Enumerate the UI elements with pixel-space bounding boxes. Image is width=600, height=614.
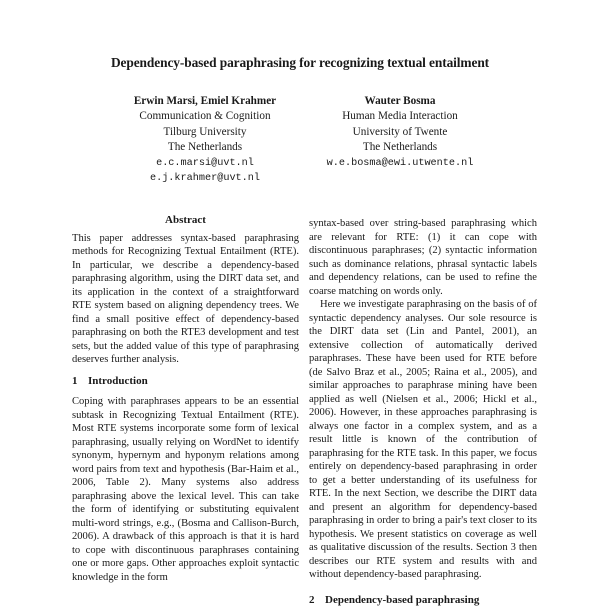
- author-email: e.j.krahmer@uvt.nl: [149, 173, 261, 185]
- paper-title: Dependency-based paraphrasing for recognizing textual entailment: [110, 55, 490, 70]
- body-paragraph: Here we investigate paraphrasing on the basis of of syntactic dependency analyses. Our sole resource is the DIRT data set (Lin and Pantel, 2001), an extensive collection of automatically derived paraphrases. These have been used for RTE before (de Salvo Braz et al., 2005; Raina et al., 2005), and similar approaches to paraphrase mining have been applied as well (Nielsen et al., 2006; Hickl et al., 2006). However, in these approaches paraphrasing is always one factor in a complex system, and as a result little is known of the contribution of paraphrasing for the RTE task. In this paper, we focus entirely on dependency-based paraphrasing in order to get a better understanding of its usefulness for RTE. In the next Section, we describe the DIRT data and present an algorithm for dependency-based paraphrasing in order to bring a pair's text closer to its hypothesis. We present statistics on coverage as well as qualitative discussion of the results. Section 3 then describes our RTE system and results with and without dependency-based paraphrasing.: [309, 299, 538, 580]
- section-heading-introduction: [72, 375, 299, 389]
- abstract-heading: Abstract: [165, 214, 206, 226]
- author-block-right: [305, 94, 495, 171]
- author-country: The Netherlands: [362, 141, 438, 154]
- section-title: Introduction: [88, 374, 148, 387]
- author-block-left: [110, 94, 300, 186]
- author-department: Human Media Interaction: [342, 110, 458, 123]
- author-university: Tilburg University: [163, 125, 247, 138]
- body-paragraph: syntax-based over string-based paraphrasing which are relevant for RTE: (1) it can cope with discontinuous paraphrases; (2) syntactic information such as dominance relations, phrasal syntactic labels and dependency relations, can be used to refine the coarse matching on words only.: [309, 218, 537, 297]
- section-number: 2: [309, 593, 315, 606]
- author-names: Wauter Bosma: [364, 95, 436, 107]
- section-title: Dependency-based paraphrasing: [325, 593, 480, 606]
- author-department: Communication & Cognition: [139, 110, 271, 123]
- left-column: [72, 214, 299, 584]
- author-email: e.c.marsi@uvt.nl: [156, 157, 254, 169]
- right-column: [309, 217, 537, 614]
- author-email: w.e.bosma@ewi.utwente.nl: [326, 157, 474, 169]
- section-number: 1: [72, 374, 78, 387]
- author-names: Erwin Marsi, Emiel Krahmer: [133, 95, 277, 107]
- abstract-text: This paper addresses syntax-based paraphrasing methods for Recognizing Textual Entailment (RTE). In particular, we describe a dependency-based paraphrasing algorithm, using the DIRT data set, and its application in the context of a straightforward RTE system based on aligning dependency trees. We find a small positive effect of dependency-based paraphrasing on both the RTE3 development and test sets, but the added value of this type of paraphrasing deserves further analysis.: [72, 232, 299, 365]
- body-paragraph: Coping with paraphrases appears to be an essential subtask in Recognizing Textual Entailment (RTE). Most RTE systems incorporate some form of lexical paraphrasing, usually relying on WordNet to identify synonym, hypernym and hyponym relations among word pairs from text and hypothesis (Bar-Haim et al., 2006, Table 2). Many systems also address paraphrasing above the lexical level. This can take the form of identifying or substituting equivalent multi-word strings, e.g., (Bosma and Callison-Burch, 2006). A drawback of this approach is that it is hard to cope with discontinuous paraphrases containing one or more gaps. Other approaches exploit syntactic knowledge in the form: [72, 396, 299, 583]
- author-country: The Netherlands: [167, 141, 243, 154]
- author-university: University of Twente: [352, 125, 448, 138]
- section-heading-dependency-based-paraphrasing: [309, 594, 537, 608]
